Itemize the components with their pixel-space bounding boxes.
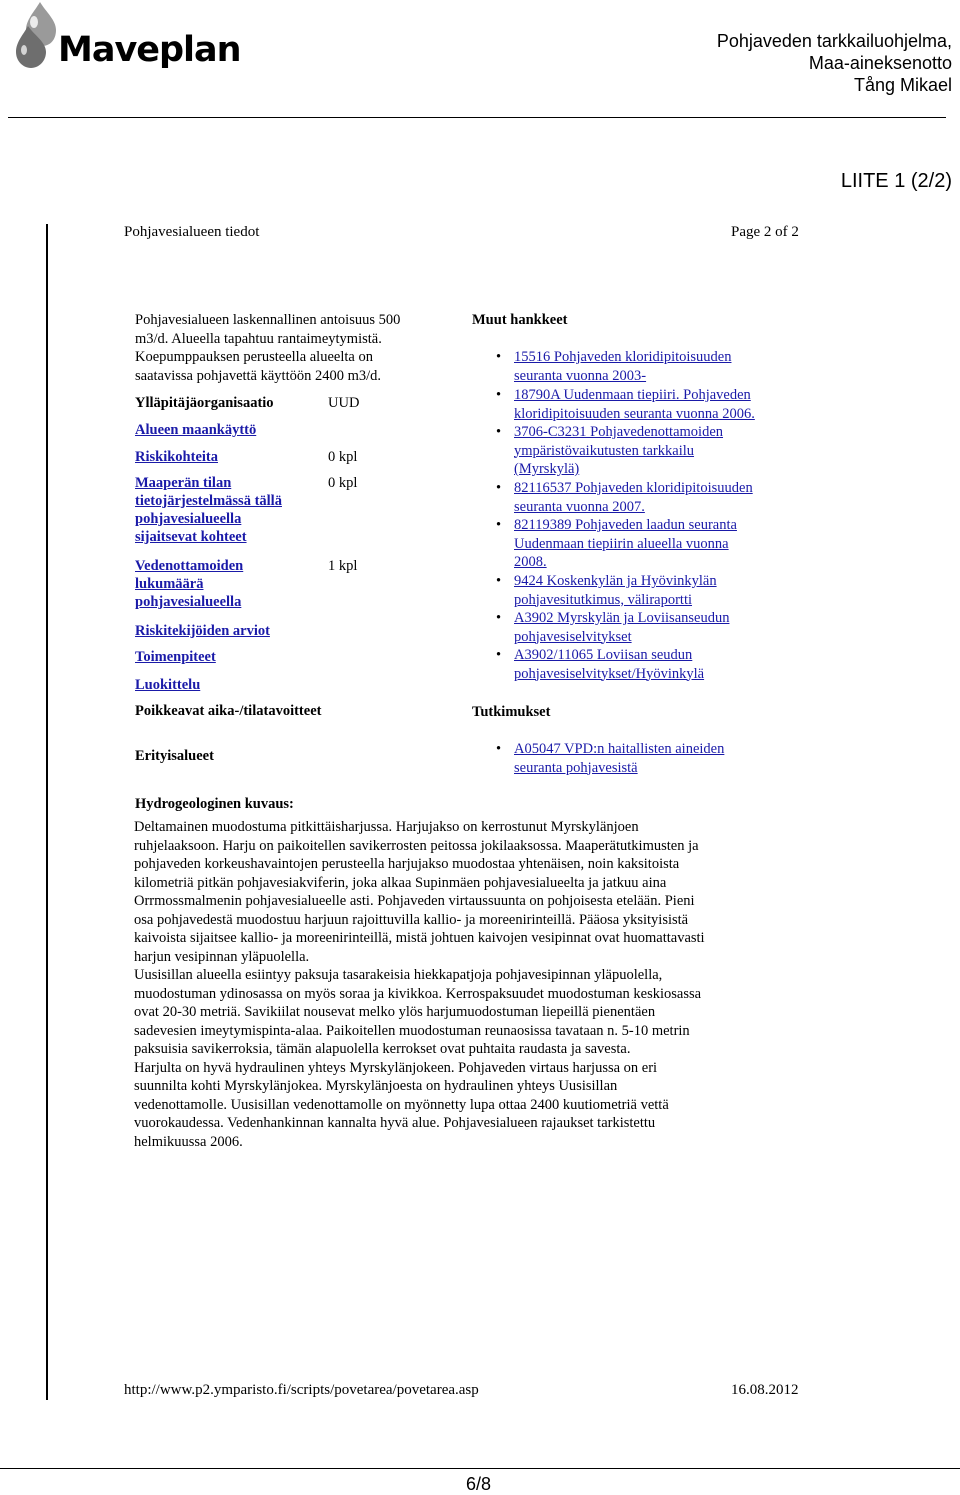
left-margin-rule — [46, 224, 48, 1400]
soil-label-line: sijaitsevat kohteet — [135, 529, 247, 545]
maintainer-label: Ylläpitäjäorganisaatio — [135, 395, 274, 411]
project-line: seuranta vuonna 2007. — [514, 498, 645, 515]
special-areas-label: Erityisalueet — [135, 748, 214, 764]
capacity-line: m3/d. Alueella tapahtuu rantaimeytymistä. — [135, 330, 382, 347]
project-line: kloridipitoisuuden seuranta vuonna 2006. — [514, 405, 755, 422]
source-url: http://www.p2.ymparisto.fi/scripts/povetarea/povetarea.asp — [124, 1382, 479, 1398]
soil-label-line: tietojärjestelmässä tällä — [135, 493, 282, 509]
land-use-link[interactable]: Alueen maankäyttö — [135, 422, 257, 438]
classification-link[interactable]: Luokittelu — [135, 677, 201, 693]
risk-sites-link[interactable]: Riskikohteita — [135, 449, 218, 465]
hydro-line: kilometriä pitkän pohjavesiakviferin, joka alkaa Supinmäen pohjavesialueelta ja jatkuu aina — [134, 874, 667, 891]
footer-rule — [0, 1468, 960, 1469]
intakes-label-line: lukumäärä — [135, 576, 204, 592]
project-link[interactable] — [514, 348, 731, 385]
header-rule — [8, 117, 946, 118]
attachment-label: LIITE 1 (2/2) — [840, 170, 952, 192]
actions-link[interactable]: Toimenpiteet — [135, 649, 216, 665]
project-line: • 15516 Pohjaveden kloridipitoisuuden — [514, 349, 732, 365]
hydro-title: Hydrogeologinen kuvaus: — [135, 796, 294, 812]
project-line: ympäristövaikutusten tarkkailu — [514, 442, 695, 459]
project-line: pohjavesitutkimus, väliraportti — [514, 591, 693, 608]
water-drops-logo-icon — [12, 0, 60, 70]
hydro-line: pohjaveden korkeushavaintojen perusteella harjujakso muodostaa yhtenäisen, noin kaksitoista — [134, 856, 680, 872]
soil-label-line: pohjavesialueella — [135, 511, 242, 527]
project-line: pohjavesiselvitykset — [514, 628, 632, 645]
hydro-line: paksuisia savikerroksia, tämän alapuolella kerrokset ovat puhtaita raudasta ja savesta. — [134, 1041, 631, 1057]
deviations-label: Poikkeavat aika-/tilatavoitteet — [135, 703, 322, 719]
print-date: 16.08.2012 — [731, 1382, 799, 1398]
capacity-line: saatavissa pohjavettä käyttöön 2400 m3/d. — [135, 367, 382, 384]
project-link[interactable] — [514, 479, 753, 516]
header-info — [717, 30, 952, 96]
hydro-line: muodostuman ydinosassa on myös soraa ja kivikkoa. Kerrospaksuudet muodostuman keskiosassa — [134, 985, 702, 1002]
hydro-line: harjun vesipinnan yläpuolella. — [134, 948, 310, 965]
project-line: • A3902 Myrskylän ja Loviisanseudun — [514, 610, 730, 626]
hydro-line: helmikuussa 2006. — [134, 1133, 243, 1150]
project-link[interactable] — [514, 423, 723, 479]
project-line: • 3706-C3231 Pohjavedenottamoiden — [514, 424, 724, 440]
project-line: • 18790A Uudenmaan tiepiiri. Pohjaveden — [514, 387, 751, 403]
soil-sites-value: 0 kpl — [328, 475, 358, 491]
intakes-label-line: Vedenottamoiden — [135, 558, 244, 574]
capacity-line: Pohjavesialueen laskennallinen antoisuus 500 — [135, 312, 401, 328]
doc-title: Pohjavesialueen tiedot — [124, 224, 260, 240]
study-line: • A05047 VPD:n haitallisten aineiden — [514, 741, 725, 757]
hydro-line: suunnilta kohti Myrskylänjokea. Myrskylänjoesta on hydraulinen yhteys Uusisillan — [134, 1078, 618, 1094]
project-link[interactable] — [514, 572, 717, 609]
studies-title: Tutkimukset — [472, 704, 551, 720]
hydro-line: sadevesien imeytymispinta-alaa. Paikoitellen muodostuman reunaosissa tavataan n. 5-10 metrin — [134, 1022, 690, 1039]
hydro-line: vuorokaudessa. Vedenhankinnan kannalta hyvä alue. Pohjavesialueen rajaukset tarkistettu — [134, 1115, 656, 1131]
intakes-link[interactable] — [135, 557, 243, 611]
project-line: • 82119389 Pohjaveden laadun seuranta — [514, 517, 737, 533]
maintainer-value: UUD — [328, 395, 360, 411]
hydro-line: ovat 20-30 metriä. Savikiilat nousevat melko ylös harjumuodostuman liepeillä pienentäen — [134, 1004, 656, 1020]
hydro-line: Uusisillan alueella esiintyy paksuja tasarakeisia hiekkapatjoja pohjavesipinnan yläpuolella, — [134, 967, 663, 983]
hydro-line: kaivoista sijaitsee kallio- ja moreenirinteillä, mistä johtuen kaivojen vesipinnat ovat huomattavasti — [134, 930, 705, 946]
hydro-line: vedenottamolle. Uusisillan vedenottamolle on myönnetty lupa ottaa 2400 kuutiometriä vettä — [134, 1096, 669, 1113]
hydro-line: ruhjelaaksoon. Harju on paikoitellen savikerrosten peitossa jokilaaksossa. Maaperätutkimusten ja — [134, 837, 699, 854]
project-link[interactable] — [514, 386, 755, 423]
project-link[interactable] — [514, 516, 737, 572]
capacity-line: Koepumppauksen perusteella alueelta on — [135, 349, 373, 365]
risk-assessment-link[interactable]: Riskitekijöiden arviot — [135, 623, 270, 639]
project-line: Uudenmaan tiepiirin alueella vuonna — [514, 535, 729, 552]
page-number: 6/8 — [466, 1474, 492, 1494]
header-line-1: Pohjaveden tarkkailuohjelma, — [716, 31, 952, 51]
soil-label-line: Maaperän tilan — [135, 475, 232, 491]
logo-text: Maveplan — [58, 30, 241, 70]
study-link[interactable] — [514, 740, 724, 777]
project-line: • 82116537 Pohjaveden kloridipitoisuuden — [514, 480, 753, 496]
hydro-line: Deltamainen muodostuma pitkittäisharjussa. Harjujakso on kerrostunut Myrskylänjoen — [134, 819, 639, 835]
hydro-line: Harjulta on hyvä hydraulinen yhteys Myrskylänjokeen. Pohjaveden virtaus harjussa on eri — [134, 1059, 658, 1076]
logo — [12, 0, 60, 70]
project-line: • 9424 Koskenkylän ja Hyövinkylän — [514, 573, 717, 589]
project-link[interactable] — [514, 609, 729, 646]
projects-title: Muut hankkeet — [472, 312, 568, 328]
hydro-text — [134, 818, 814, 1151]
doc-page-indicator: Page 2 of 2 — [731, 224, 799, 240]
risk-sites-value: 0 kpl — [328, 449, 358, 465]
intakes-value: 1 kpl — [328, 558, 358, 574]
hydro-line: osa pohjavedestä muodostuu harjuun rajoittuvilla kallio- ja moreenirinteillä. Pääosa yksityisistä — [134, 911, 689, 928]
intakes-label-line: pohjavesialueella — [135, 594, 242, 610]
hydro-line: Orrmossmalmenin pohjavesialueelle asti. Pohjaveden virtaussuunta on pohjoisesta etelään. Pieni — [134, 893, 695, 909]
project-link[interactable] — [514, 646, 704, 683]
project-line: (Myrskylä) — [514, 461, 580, 477]
project-line: pohjavesiselvitykset/Hyövinkylä — [514, 665, 705, 682]
header-line-3: Tång Mikael — [853, 75, 952, 95]
project-line: seuranta vuonna 2003- — [514, 367, 647, 384]
study-line: seuranta pohjavesistä — [514, 759, 638, 776]
capacity-text — [135, 311, 400, 385]
soil-sites-link[interactable] — [135, 474, 282, 546]
project-line: 2008. — [514, 554, 547, 570]
project-line: • A3902/11065 Loviisan seudun — [514, 647, 693, 663]
header-line-2: Maa-aineksenotto — [808, 53, 952, 73]
